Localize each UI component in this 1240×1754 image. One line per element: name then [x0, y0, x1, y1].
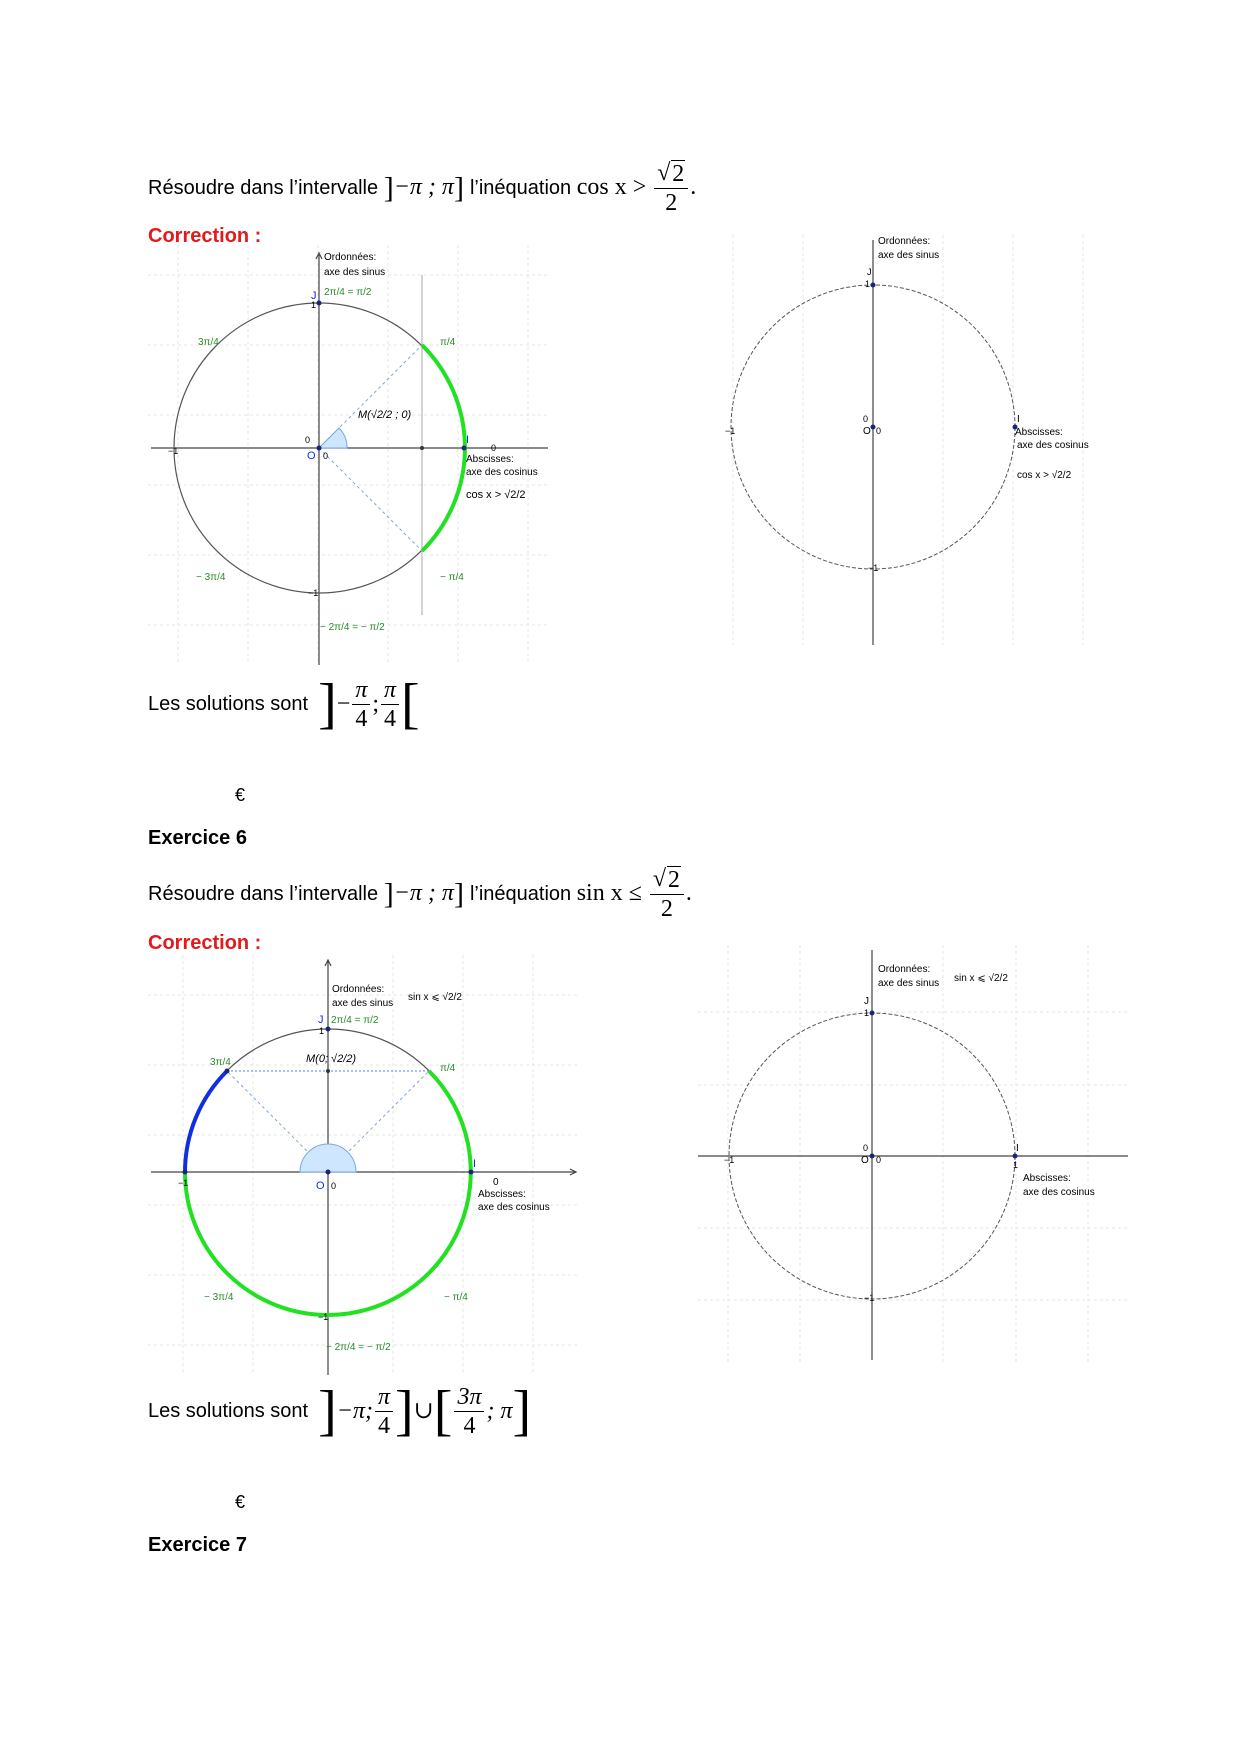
correction-heading: Correction : [148, 932, 262, 954]
svg-text:3π/4: 3π/4 [198, 337, 219, 348]
svg-text:1: 1 [1013, 1160, 1019, 1170]
interval: ]−π ; π] [383, 171, 464, 205]
statement-text: Résoudre dans l’intervalle [148, 177, 379, 200]
svg-text:0: 0 [876, 1155, 882, 1165]
solution-arc-blue [185, 1071, 227, 1172]
svg-text:−1: −1 [868, 563, 879, 573]
svg-text:−1: −1 [864, 1293, 875, 1303]
correction-heading: Correction : [148, 225, 262, 247]
svg-text:axe des cosinus: axe des cosinus [466, 467, 538, 478]
svg-text:sin x ⩽ √2/2: sin x ⩽ √2/2 [408, 992, 462, 1003]
svg-text:axe des cosinus: axe des cosinus [1017, 440, 1089, 451]
svg-text:M(√2/2 ; 0): M(√2/2 ; 0) [358, 409, 412, 421]
svg-text:1: 1 [311, 300, 317, 310]
svg-text:cos x > √2/2: cos x > √2/2 [466, 489, 526, 501]
interval: ]−π ; π] [383, 877, 464, 911]
inequality: sin x ≤ √ $\frac{2}{2}$ . [577, 880, 692, 906]
ex6-solutions: Les solutions sont ] −π; $\frac{\pi}{4}$ ] ∪ [ $\frac{3\pi}{4}$ ; π ] [148, 1380, 532, 1442]
svg-text:1: 1 [865, 279, 871, 289]
svg-text:−1: −1 [168, 446, 179, 456]
svg-text:Abscisses:: Abscisses: [1023, 1173, 1071, 1184]
svg-text:sin x ⩽ √2/2: sin x ⩽ √2/2 [954, 973, 1008, 984]
svg-text:− 3π/4: − 3π/4 [204, 1292, 234, 1303]
svg-text:Abscisses:: Abscisses: [1015, 427, 1063, 438]
inequality: cos x > √ $\frac{2}{2}$ . [577, 174, 697, 200]
svg-text:J: J [867, 267, 872, 277]
svg-text:π/4: π/4 [440, 1063, 456, 1074]
euro-symbol: € [235, 785, 246, 805]
svg-text:2π/4 = π/2: 2π/4 = π/2 [324, 287, 372, 298]
ex5-solutions: Les solutions sont ] − $\frac{\pi}{4}$ ; $\frac{\pi}{4}$ [ [148, 673, 420, 735]
svg-text:0: 0 [491, 443, 497, 453]
svg-text:axe des cosinus: axe des cosinus [1023, 1187, 1095, 1198]
grid [698, 945, 1128, 1365]
svg-text:0: 0 [331, 1181, 337, 1191]
solution-set: ] − $\frac{\pi}{4}$ ; $\frac{\pi}{4}$ [ [318, 673, 420, 735]
unit-circle-figure-2 [703, 235, 1093, 645]
svg-text:axe des sinus: axe des sinus [878, 250, 940, 261]
svg-text:0: 0 [305, 435, 311, 445]
svg-text:0: 0 [863, 414, 869, 424]
svg-text:I: I [1017, 414, 1020, 425]
svg-text:0: 0 [323, 451, 329, 461]
svg-text:π/4: π/4 [440, 337, 456, 348]
unit-circle-figure-3 [148, 955, 578, 1375]
svg-text:− 2π/4 = − π/2: − 2π/4 = − π/2 [320, 622, 385, 633]
svg-text:M(0; √2/2): M(0; √2/2) [306, 1053, 357, 1065]
svg-text:− 3π/4: − 3π/4 [196, 572, 226, 583]
svg-text:−1: −1 [178, 1178, 189, 1188]
svg-text:0: 0 [876, 426, 882, 436]
svg-text:Ordonnées:: Ordonnées: [332, 984, 385, 995]
ex6-statement: Résoudre dans l’intervalle ]−π ; π] l’inéquation sin x ≤ √ $\frac{2}{2}$ . [148, 866, 692, 923]
svg-text:Abscisses:: Abscisses: [478, 1189, 526, 1200]
euro-symbol: € [235, 1492, 246, 1512]
statement-text: l’inéquation [469, 177, 572, 200]
svg-text:− 2π/4 = − π/2: − 2π/4 = − π/2 [326, 1342, 391, 1353]
unit-circle-figure-4 [698, 945, 1128, 1365]
exercise-6-title: Exercice 6 [148, 827, 247, 849]
svg-text:O: O [861, 1155, 869, 1166]
svg-text:−1: −1 [308, 588, 319, 598]
svg-text:Ordonnées:: Ordonnées: [878, 964, 931, 975]
svg-text:−1: −1 [724, 1155, 735, 1165]
svg-text:I: I [473, 1158, 477, 1170]
svg-text:− π/4: − π/4 [440, 572, 464, 583]
svg-text:J: J [864, 996, 869, 1007]
svg-text:axe des sinus: axe des sinus [324, 267, 386, 278]
svg-text:I: I [466, 434, 470, 446]
solution-set: ] −π; $\frac{\pi}{4}$ ] ∪ [ $\frac{3\pi}{4}$ ; π ] [318, 1380, 532, 1442]
svg-text:axe des cosinus: axe des cosinus [478, 1202, 550, 1213]
svg-text:3π/4: 3π/4 [210, 1057, 231, 1068]
svg-text:I: I [1016, 1143, 1019, 1154]
svg-text:cos x > √2/2: cos x > √2/2 [1017, 470, 1072, 481]
svg-text:2π/4 = π/2: 2π/4 = π/2 [331, 1015, 379, 1026]
svg-text:1: 1 [319, 1026, 325, 1036]
exercise-7-title: Exercice 7 [148, 1534, 247, 1556]
svg-text:0: 0 [863, 1143, 869, 1153]
svg-text:O: O [316, 1180, 325, 1192]
svg-text:axe des sinus: axe des sinus [332, 998, 394, 1009]
svg-text:1: 1 [864, 1008, 870, 1018]
svg-text:O: O [863, 426, 871, 437]
svg-text:axe des sinus: axe des sinus [878, 978, 940, 989]
svg-text:J: J [311, 290, 317, 302]
svg-text:−1: −1 [725, 426, 736, 436]
svg-text:Ordonnées:: Ordonnées: [878, 236, 931, 247]
svg-text:Ordonnées:: Ordonnées: [324, 252, 377, 263]
svg-text:Abscisses:: Abscisses: [466, 454, 514, 465]
ex5-statement [148, 160, 696, 217]
svg-text:O: O [307, 450, 316, 462]
svg-text:0: 0 [493, 1177, 499, 1188]
svg-text:J: J [318, 1014, 324, 1026]
unit-circle-figure-1 [148, 245, 548, 665]
svg-text:−1: −1 [318, 1312, 329, 1322]
svg-text:− π/4: − π/4 [444, 1292, 468, 1303]
